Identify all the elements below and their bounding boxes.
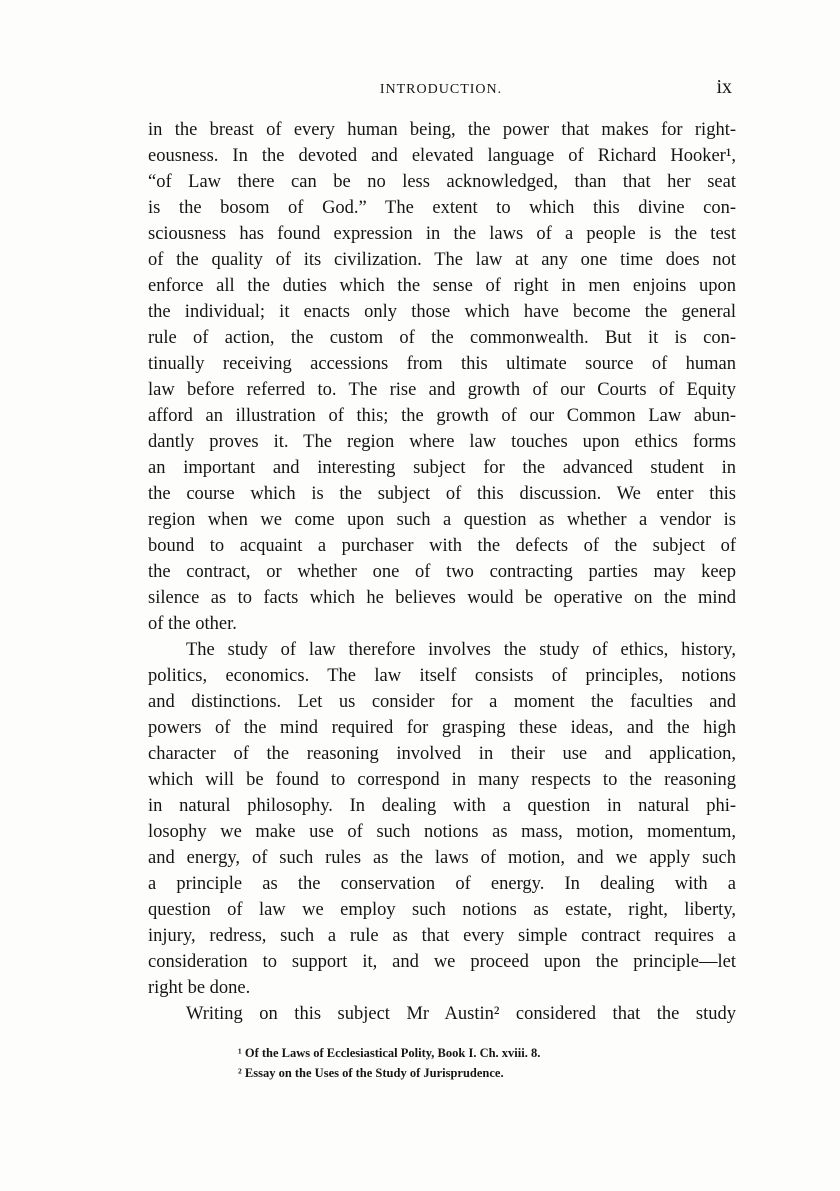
page-number: ix	[716, 76, 732, 98]
text-line: dantly proves it. The region where law touches upon ethics forms	[148, 432, 736, 452]
text-line: in natural philosophy. In dealing with a question in natural phi-	[148, 796, 736, 816]
text-line: region when we come upon such a question as whether a vendor is	[148, 510, 736, 530]
text-line: question of law we employ such notions as estate, right, liberty,	[148, 900, 736, 920]
text-line: of the other.	[148, 614, 237, 634]
running-head-title: INTRODUCTION.	[379, 82, 503, 97]
text-line: which will be found to correspond in many respects to the reasoning	[148, 770, 736, 790]
text-line: rule of action, the custom of the commonwealth. But it is con-	[148, 328, 736, 348]
footnote: ² Essay on the Uses of the Study of Jurisprudence.	[238, 1066, 504, 1080]
text-line: The study of law therefore involves the study of ethics, history,	[186, 640, 736, 660]
text-line: character of the reasoning involved in their use and application,	[148, 744, 736, 764]
text-line: the contract, or whether one of two contracting parties may keep	[148, 562, 736, 582]
text-line: Writing on this subject Mr Austin² considered that the study	[186, 1004, 736, 1024]
text-line: bound to acquaint a purchaser with the defects of the subject of	[148, 536, 736, 556]
text-line: politics, economics. The law itself consists of principles, notions	[148, 666, 736, 686]
text-line: injury, redress, such a rule as that every simple contract requires a	[148, 926, 736, 946]
text-line: an important and interesting subject for the advanced student in	[148, 458, 736, 478]
text-line: is the bosom of God.” The extent to which this divine con-	[148, 198, 736, 218]
text-line: afford an illustration of this; the growth of our Common Law abun-	[148, 406, 736, 426]
text-line: “of Law there can be no less acknowledged, than that her seat	[148, 172, 736, 192]
footnote: ¹ Of the Laws of Ecclesiastical Polity, Book I. Ch. xviii. 8.	[238, 1046, 541, 1060]
text-line: powers of the mind required for grasping these ideas, and the high	[148, 718, 736, 738]
text-line: enforce all the duties which the sense of right in men enjoins upon	[148, 276, 736, 296]
running-head	[148, 76, 734, 104]
text-line: silence as to facts which he believes would be operative on the mind	[148, 588, 736, 608]
text-line: in the breast of every human being, the power that makes for right-	[148, 120, 736, 140]
text-line: and energy, of such rules as the laws of motion, and we apply such	[148, 848, 736, 868]
text-line: law before referred to. The rise and growth of our Courts of Equity	[148, 380, 736, 400]
text-line: and distinctions. Let us consider for a moment the faculties and	[148, 692, 736, 712]
text-line: of the quality of its civilization. The law at any one time does not	[148, 250, 736, 270]
text-line: tinually receiving accessions from this ultimate source of human	[148, 354, 736, 374]
text-line: the course which is the subject of this discussion. We enter this	[148, 484, 736, 504]
footnotes	[238, 1043, 718, 1083]
text-line: sciousness has found expression in the laws of a people is the test	[148, 224, 736, 244]
text-line: right be done.	[148, 978, 251, 998]
text-line: consideration to support it, and we proceed upon the principle—let	[148, 952, 736, 972]
text-line: eousness. In the devoted and elevated language of Richard Hooker¹,	[148, 146, 736, 166]
text-line: the individual; it enacts only those which have become the general	[148, 302, 736, 322]
body-text	[148, 117, 736, 1027]
text-line: losophy we make use of such notions as mass, motion, momentum,	[148, 822, 736, 842]
text-line: a principle as the conservation of energy. In dealing with a	[148, 874, 736, 894]
